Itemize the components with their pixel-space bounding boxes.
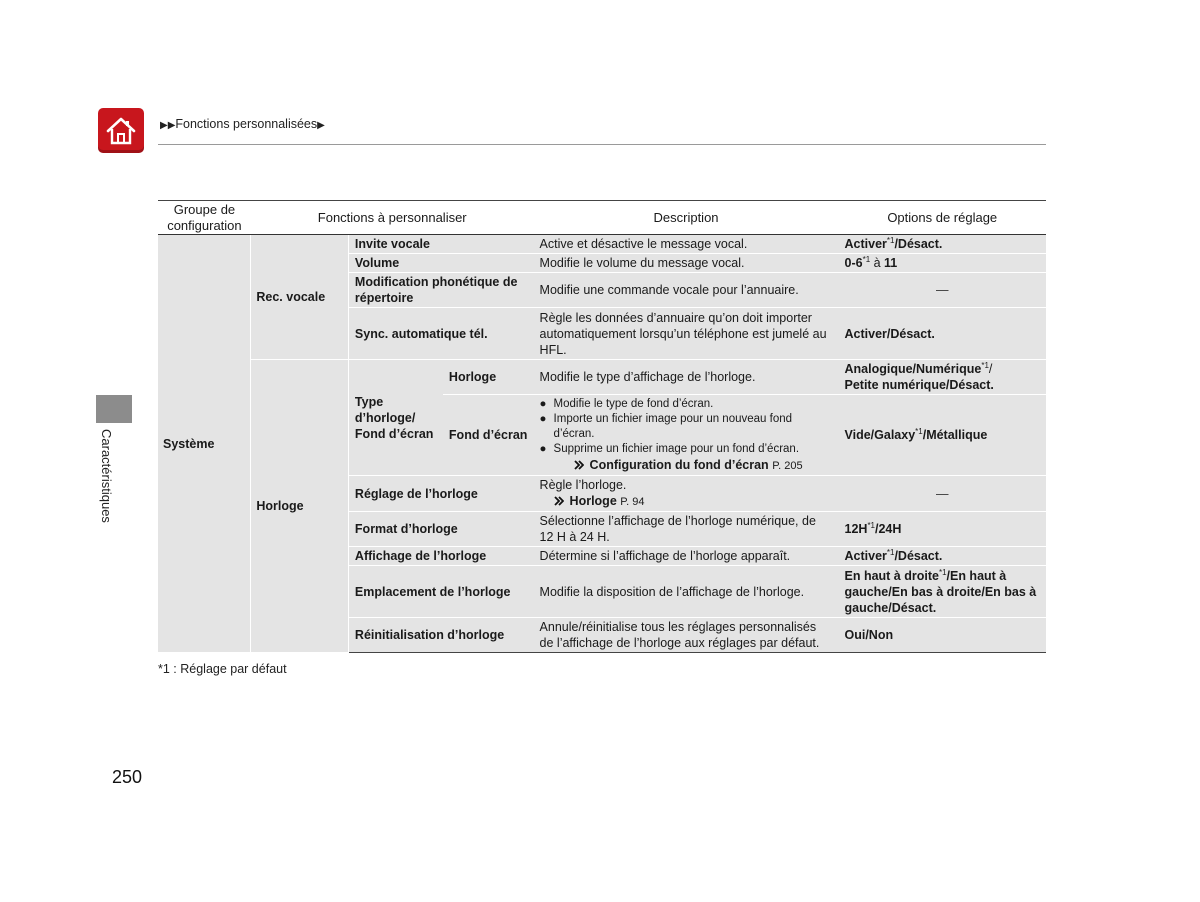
bullet-item: ● Importe un fichier image pour un nouveau fond d’écran. bbox=[539, 412, 793, 440]
breadcrumb-label[interactable]: Fonctions personnalisées bbox=[175, 117, 318, 131]
options-cell: $12H^{*1}/24H$ bbox=[839, 512, 1047, 547]
home-icon[interactable] bbox=[98, 108, 144, 153]
description-cell: Détermine si l’affichage de l’horloge apparaît. bbox=[534, 547, 839, 566]
bullet-item: ● Modifie le type de fond d’écran. bbox=[539, 397, 714, 410]
footnote: *1 : Réglage par défaut bbox=[158, 662, 287, 676]
reference-arrow-icon bbox=[574, 460, 584, 470]
description-cell: Règle l’horloge. Horloge P. 94 bbox=[534, 476, 839, 512]
options-cell: Oui/Non bbox=[839, 618, 1047, 653]
description-cell: Modifie le type d’affichage de l’horloge. bbox=[534, 360, 839, 395]
header-functions: Fonctions à personnaliser bbox=[251, 201, 534, 235]
reference-link[interactable]: Horloge P. 94 bbox=[540, 493, 833, 510]
options-cell: — bbox=[839, 273, 1047, 308]
feature-cell: Horloge bbox=[443, 360, 534, 395]
reference-arrow-icon bbox=[554, 496, 564, 506]
header-divider bbox=[158, 144, 1046, 145]
chapter-tab-marker bbox=[96, 395, 132, 423]
description-cell: Sélectionne l’affichage de l’horloge numérique, de 12 H à 24 H. bbox=[534, 512, 839, 547]
page-number: 250 bbox=[112, 767, 143, 787]
description-cell bbox=[534, 395, 839, 476]
options-cell: Activer$^{*1}$/Désact. bbox=[839, 235, 1047, 254]
feature-cell: Fond d’écran bbox=[443, 395, 534, 476]
bullet-item: ● Supprime un fichier image pour un fond d’écran. bbox=[539, 442, 800, 455]
feature-cell: Affichage de l’horloge bbox=[348, 547, 533, 566]
description-cell: Modifie la disposition de l’affichage de l’horloge. bbox=[534, 566, 839, 618]
header-group: Groupe de configuration bbox=[158, 201, 251, 235]
settings-table bbox=[158, 200, 1046, 653]
options-cell: Activer$^{*1}$/Désact. bbox=[839, 547, 1047, 566]
reference-link[interactable]: Configuration du fond d’écran P. 205 bbox=[540, 457, 833, 474]
feature-type-horloge: Type d’horloge/ Fond d’écran bbox=[348, 360, 443, 476]
options-cell: En haut à droite$^{*1}$/En haut à gauche/En bas à droite/En bas à gauche/Désact. bbox=[839, 566, 1047, 618]
options-cell: 0-6$^{*1}$ à 11 bbox=[839, 254, 1047, 273]
feature-cell: Modification phonétique de répertoire bbox=[348, 273, 533, 308]
chapter-tab-label: Caractéristiques bbox=[99, 429, 114, 523]
options-cell: Vide/Galaxy$^{*1}$/Métallique bbox=[839, 395, 1047, 476]
subgroup-horloge: Horloge bbox=[251, 360, 349, 653]
bullet-icon: ● bbox=[539, 442, 547, 455]
description-cell: Active et désactive le message vocal. bbox=[534, 235, 839, 254]
table-row bbox=[158, 235, 1046, 254]
options-cell: Analogique/Numérique$^{*1}$/ Petite numérique/Désact. bbox=[839, 360, 1047, 395]
feature-cell: Emplacement de l’horloge bbox=[348, 566, 533, 618]
table-header-row bbox=[158, 201, 1046, 235]
bullet-icon: ● bbox=[539, 397, 547, 410]
subgroup-rec-vocale: Rec. vocale bbox=[251, 235, 349, 360]
header-options: Options de réglage bbox=[839, 201, 1047, 235]
bullet-icon: ● bbox=[539, 412, 547, 425]
feature-cell: Invite vocale bbox=[348, 235, 533, 254]
table-row bbox=[158, 360, 1046, 395]
feature-cell: Sync. automatique tél. bbox=[348, 308, 533, 360]
breadcrumb-arrow-icon: ▶▶ bbox=[160, 120, 176, 131]
feature-cell: Réglage de l’horloge bbox=[348, 476, 533, 512]
options-cell: Activer/Désact. bbox=[839, 308, 1047, 360]
header-description: Description bbox=[534, 201, 839, 235]
feature-cell: Volume bbox=[348, 254, 533, 273]
description-cell: Modifie le volume du message vocal. bbox=[534, 254, 839, 273]
description-cell: Modifie une commande vocale pour l’annuaire. bbox=[534, 273, 839, 308]
options-cell: — bbox=[839, 476, 1047, 512]
breadcrumb bbox=[160, 117, 325, 131]
description-cell: Règle les données d’annuaire qu’on doit importer automatiquement lorsqu’un téléphone est jumelé au HFL. bbox=[534, 308, 839, 360]
feature-cell: Réinitialisation d’horloge bbox=[348, 618, 533, 653]
breadcrumb-arrow-icon: ▶ bbox=[317, 120, 325, 131]
description-cell: Annule/réinitialise tous les réglages personnalisés de l’affichage de l’horloge aux réglages par défaut. bbox=[534, 618, 839, 653]
feature-cell: Format d’horloge bbox=[348, 512, 533, 547]
group-cell: Système bbox=[158, 235, 251, 653]
